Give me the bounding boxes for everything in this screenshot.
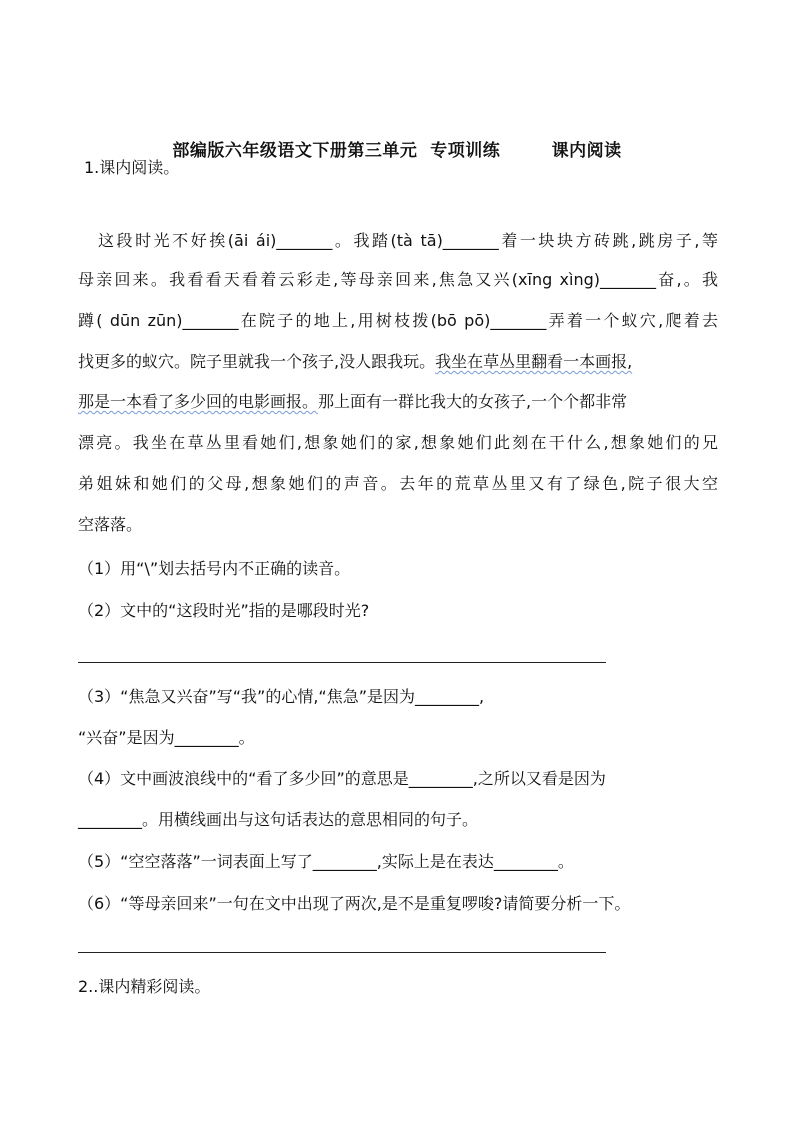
section-1-heading: 1.课内阅读。 xyxy=(84,158,180,177)
section-2-heading: 2..课内精彩阅读。 xyxy=(78,977,211,996)
question-2: （2）文中的“这段时光”指的是哪段时光? xyxy=(78,601,370,620)
passage-line-5 xyxy=(78,391,718,413)
passage-wavy-sentence-1: 我坐在草丛里翻看一本画报, xyxy=(435,352,633,371)
question-3-continued: “兴奋”是因为________。 xyxy=(78,728,255,747)
page-title: 部编版六年级语文下册第三单元 专项训练 课内阅读 xyxy=(172,141,622,161)
passage-line-7: 弟姐妹和她们的父母,想象她们的声音。去年的荒草丛里又有了绿色,院子很大空 xyxy=(78,474,718,493)
passage-line-6: 漂亮。我坐在草丛里看她们,想象她们的家,想象她们此刻在干什么,想象她们的兄 xyxy=(78,433,718,452)
question-1: （1）用“\”划去括号内不正确的读音。 xyxy=(78,559,351,578)
answer-line-question-6[interactable] xyxy=(78,952,606,953)
question-3: （3）“焦急又兴奋”写“我”的心情,“焦急”是因为________, xyxy=(78,687,485,706)
question-4: （4）文中画波浪线中的“看了多少回”的意思是________,之所以又看是因为 xyxy=(78,769,606,788)
question-6: （6）“等母亲回来”一句在文中出现了两次,是不是重复啰唆?请简要分析一下。 xyxy=(78,894,631,913)
question-5: （5）“空空落落”一词表面上写了________,实际上是在表达________。 xyxy=(78,852,574,871)
passage-line-5-plain: 那上面有一群比我大的女孩子,一个个都非常 xyxy=(318,392,628,411)
passage-line-8: 空落落。 xyxy=(78,515,143,534)
passage-line-2: 母亲回来。我看看天看着云彩走,等母亲回来,焦急又兴(xīng xìng)_______奋,。我 xyxy=(78,270,718,289)
passage-wavy-sentence-2: 那是一本看了多少回的电影画报。 xyxy=(78,392,319,411)
passage-line-1: 这段时光不好挨(āi ái)_______。我踏(tà tā)_______着一块块方砖跳,跳房子,等 xyxy=(98,231,718,250)
answer-line-question-2[interactable] xyxy=(78,662,606,663)
passage-line-4 xyxy=(78,351,718,373)
question-4-continued: ________。用横线画出与这句话表达的意思相同的句子。 xyxy=(78,810,479,829)
passage-line-3: 蹲( dūn zūn)_______在院子的地上,用树枝拨(bō pō)_______弄着一个蚁穴,爬着去 xyxy=(78,311,718,330)
passage-line-4-plain: 找更多的蚁穴。院子里就我一个孩子,没人跟我玩。 xyxy=(78,352,436,371)
